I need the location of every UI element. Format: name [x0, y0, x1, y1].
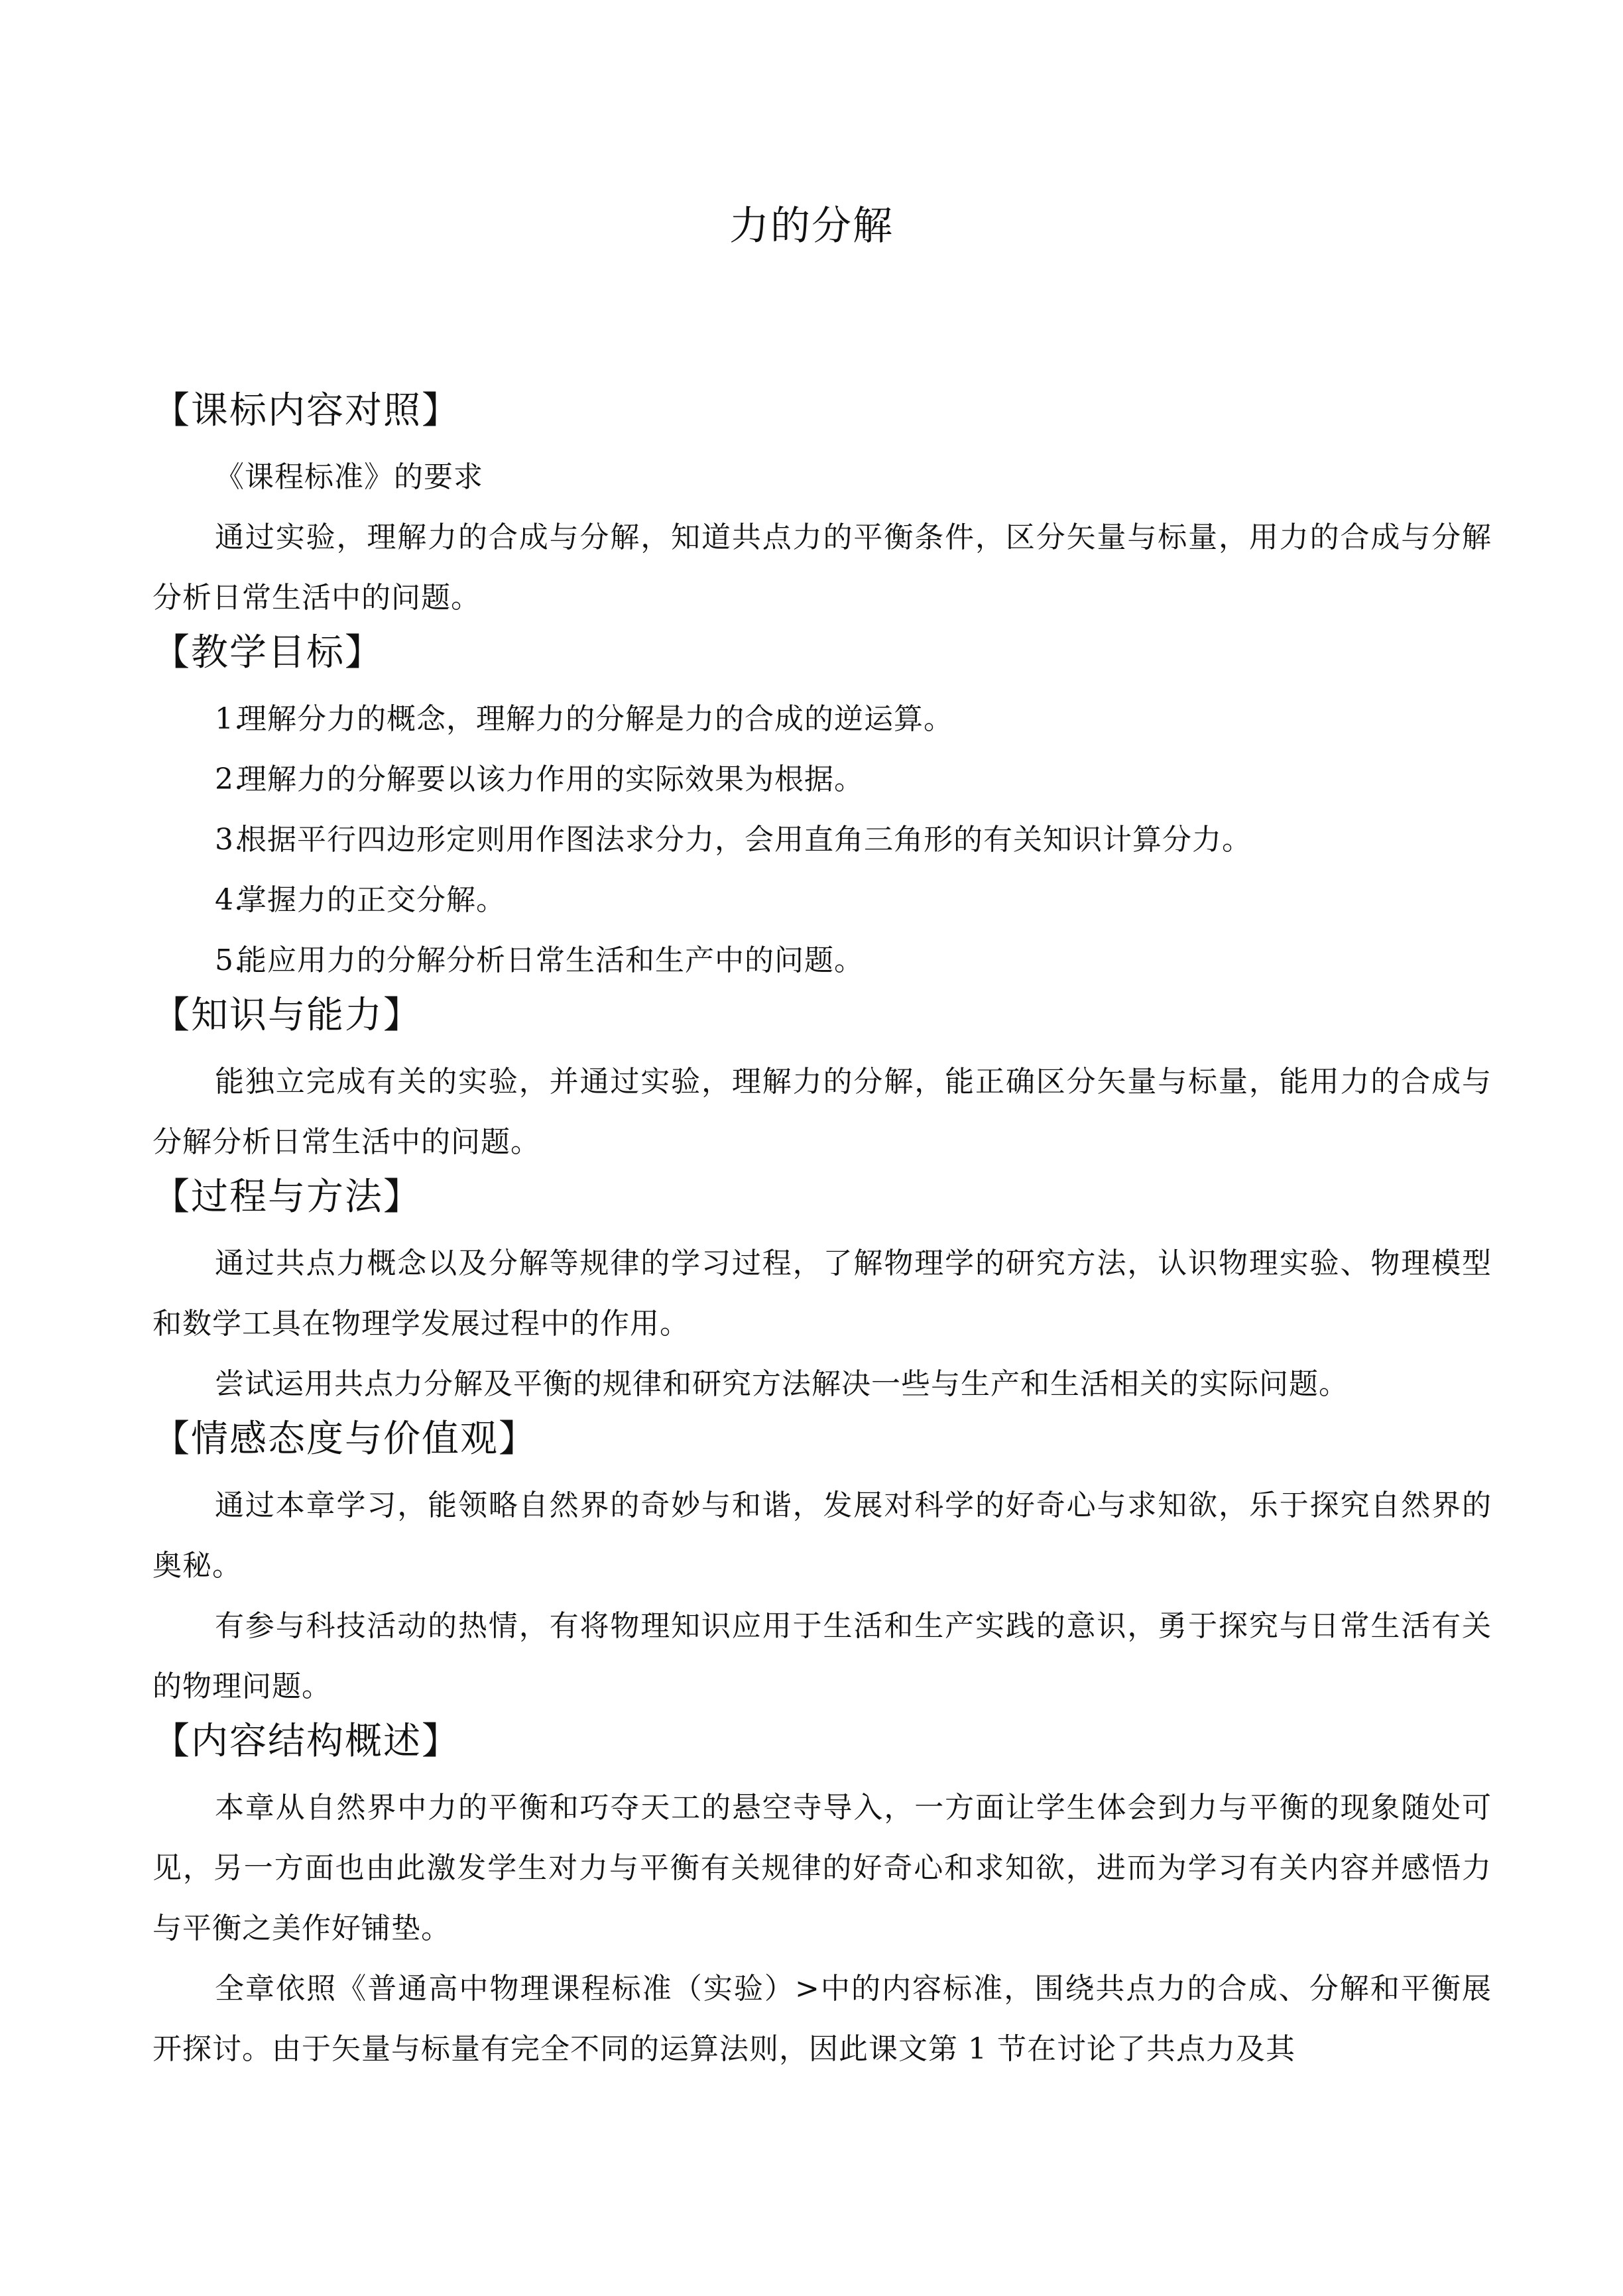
section-heading-knowledge: 【知识与能力】: [152, 994, 422, 1037]
objective-number: 1.: [215, 702, 244, 736]
values-paragraph: 有参与科技活动的热情，有将物理知识应用于生活和生产实践的意识，勇于探究与日常生活有关的物理问题。: [152, 1609, 1492, 1703]
objective-number: 5.: [215, 943, 244, 977]
page-title: 力的分解: [729, 203, 894, 249]
objective-item: [152, 810, 1492, 870]
standard-paragraph: 通过实验，理解力的合成与分解，知道共点力的平衡条件，区分矢量与标量，用力的合成与分解分析日常生活中的问题。: [152, 520, 1492, 615]
section-heading-label: 教学目标: [191, 631, 345, 674]
objective-item: [152, 870, 1492, 930]
section-heading-label: 内容结构概述: [191, 1720, 422, 1763]
objective-text: 根据平行四边形定则用作图法求分力，会用直角三角形的有关知识计算分力。: [237, 823, 1252, 857]
objective-item: [152, 689, 1492, 749]
section-heading-overview: 【内容结构概述】: [152, 1720, 460, 1763]
process-paragraph: 尝试运用共点力分解及平衡的规律和研究方法解决一些与生产和生活相关的实际问题。: [215, 1367, 1349, 1401]
section-heading-values: 【情感态度与价值观】: [152, 1418, 537, 1461]
objective-item: [152, 930, 1492, 991]
document-body: [152, 386, 1492, 2079]
section-heading-label: 过程与方法: [191, 1176, 383, 1219]
objective-text: 能应用力的分解分析日常生活和生产中的问题。: [237, 943, 864, 977]
overview-paragraph: 全章依照《普通高中物理课程标准（实验）>中的内容标准，围绕共点力的合成、分解和平衡展开探讨。由于矢量与标量有完全不同的运算法则，因此课文第 1 节在讨论了共点力及其: [152, 1972, 1492, 2066]
objective-number: 4.: [215, 883, 244, 917]
section-heading-process: 【过程与方法】: [152, 1176, 422, 1219]
process-paragraph: 通过共点力概念以及分解等规律的学习过程，了解物理学的研究方法，认识物理实验、物理模型和数学工具在物理学发展过程中的作用。: [152, 1246, 1492, 1341]
objective-text: 理解力的分解要以该力作用的实际效果为根据。: [237, 762, 864, 796]
overview-paragraph: 本章从自然界中力的平衡和巧夺天工的悬空寺导入，一方面让学生体会到力与平衡的现象随处可见，另一方面也由此激发学生对力与平衡有关规律的好奇心和求知欲，进而为学习有关内容并感悟力与平衡之美作好铺垫。: [152, 1791, 1492, 1945]
values-paragraph: 通过本章学习，能领略自然界的奇妙与和谐，发展对科学的好奇心与求知欲，乐于探究自然界的奥秘。: [152, 1488, 1492, 1583]
objective-item: [152, 749, 1492, 810]
objective-text: 理解分力的概念，理解力的分解是力的合成的逆运算。: [237, 702, 953, 736]
objective-number: 2.: [215, 762, 244, 796]
section-heading-standard: 【课标内容对照】: [152, 389, 460, 432]
standard-subtitle: 《课程标准》的要求: [215, 460, 483, 494]
objective-number: 3.: [215, 823, 244, 857]
section-heading-label: 知识与能力: [191, 994, 383, 1037]
section-heading-objectives: 【教学目标】: [152, 631, 383, 674]
section-heading-label: 情感态度与价值观: [191, 1418, 499, 1461]
knowledge-paragraph: 能独立完成有关的实验，并通过实验，理解力的分解，能正确区分矢量与标量，能用力的合成与分解分析日常生活中的问题。: [152, 1065, 1492, 1159]
objective-text: 掌握力的正交分解。: [237, 883, 506, 917]
section-heading-label: 课标内容对照: [191, 389, 422, 432]
